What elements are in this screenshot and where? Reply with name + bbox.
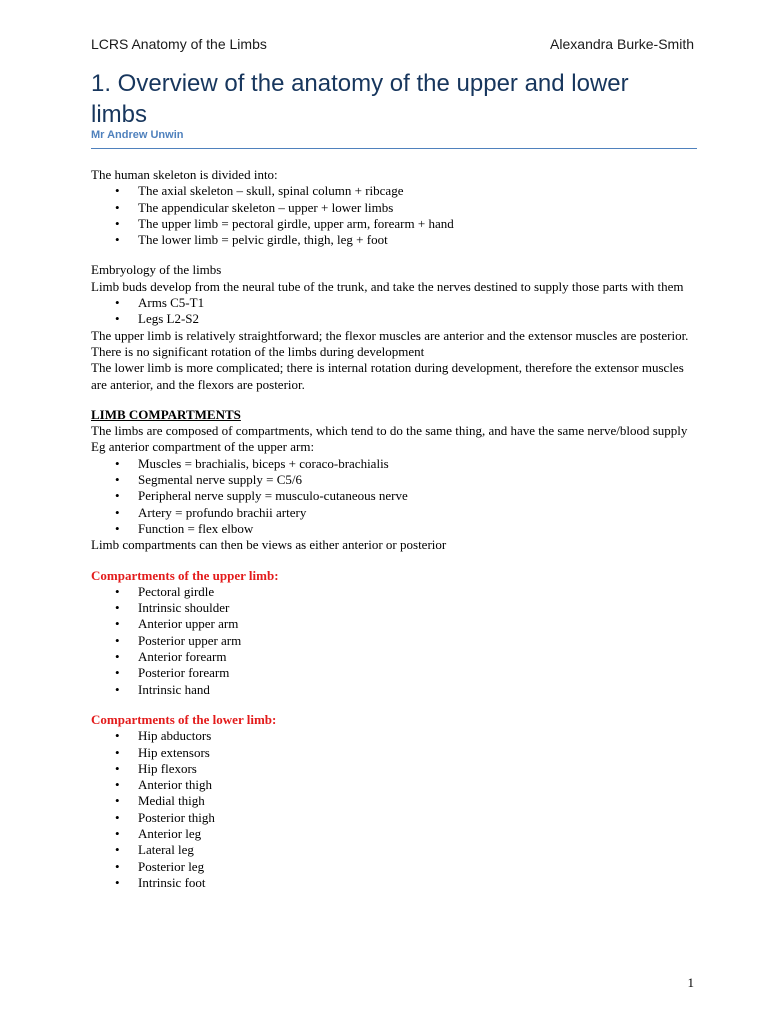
list-item: • Anterior upper arm	[91, 616, 701, 632]
list-item: • The lower limb = pelvic girdle, thigh, leg + foot	[91, 232, 701, 248]
list-item: • The axial skeleton – skull, spinal column + ribcage	[91, 183, 701, 199]
upper-limb-heading: Compartments of the upper limb:	[91, 567, 279, 583]
list-item: • Intrinsic hand	[91, 682, 701, 698]
upper-limb-development-text: The upper limb is relatively straightforward; the flexor muscles are anterior and the extensor muscles are posterior. There is no significant rotation of the limbs during development	[91, 327, 689, 359]
list-item: • Intrinsic foot	[91, 875, 701, 891]
header-author-name: Alexandra Burke-Smith	[550, 36, 694, 52]
list-item: • Segmental nerve supply = C5/6	[91, 472, 701, 488]
list-item: • The upper limb = pectoral girdle, upper arm, forearm + hand	[91, 216, 701, 232]
embryology-text: Limb buds develop from the neural tube of the trunk, and take the nerves destined to supply those parts with them	[91, 278, 684, 294]
header-course-title: LCRS Anatomy of the Limbs	[91, 36, 267, 52]
page-number: 1	[687, 975, 694, 990]
list-item: • Lateral leg	[91, 842, 701, 858]
list-item: • The appendicular skeleton – upper + lower limbs	[91, 200, 701, 216]
spacer	[91, 554, 701, 568]
list-item: • Posterior thigh	[91, 810, 701, 826]
spacer	[91, 248, 701, 262]
spacer	[91, 698, 701, 712]
list-item: • Function = flex elbow	[91, 521, 701, 537]
lecturer-name: Mr Andrew Unwin	[91, 129, 184, 141]
list-item: • Arms C5-T1	[91, 295, 701, 311]
list-item: • Posterior forearm	[91, 665, 701, 681]
skeleton-intro: The human skeleton is divided into:	[91, 167, 278, 182]
list-item: • Hip abductors	[91, 728, 701, 744]
list-item: • Posterior upper arm	[91, 633, 701, 649]
list-item: • Anterior thigh	[91, 777, 701, 793]
title-divider	[91, 148, 697, 149]
list-item: • Hip flexors	[91, 761, 701, 777]
list-item: • Muscles = brachialis, biceps + coraco-brachialis	[91, 456, 701, 472]
limb-compartments-heading: LIMB COMPARTMENTS	[91, 406, 241, 422]
embryology-list	[91, 295, 701, 328]
embryology-heading: Embryology of the limbs	[91, 262, 222, 278]
list-item: • Peripheral nerve supply = musculo-cutaneous nerve	[91, 488, 701, 504]
compartments-list	[91, 456, 701, 537]
list-item: • Artery = profundo brachii artery	[91, 505, 701, 521]
list-item: • Intrinsic shoulder	[91, 600, 701, 616]
list-item: • Posterior leg	[91, 859, 701, 875]
list-item: • Anterior leg	[91, 826, 701, 842]
upper-limb-list	[91, 584, 701, 698]
lower-limb-development-text: The lower limb is more complicated; there is internal rotation during development, therefore the extensor muscles are anterior, and the flexors are posterior.	[91, 360, 684, 392]
compartments-example: Eg anterior compartment of the upper arm:	[91, 439, 315, 455]
list-item: • Medial thigh	[91, 793, 701, 809]
spacer	[91, 393, 701, 407]
skeleton-list	[91, 183, 701, 248]
page-title: 1. Overview of the anatomy of the upper and lower limbs	[91, 70, 629, 128]
list-item: • Pectoral girdle	[91, 584, 701, 600]
document-body	[91, 167, 701, 891]
list-item: • Hip extensors	[91, 745, 701, 761]
list-item: • Anterior forearm	[91, 649, 701, 665]
list-item: • Legs L2-S2	[91, 311, 701, 327]
lower-limb-heading: Compartments of the lower limb:	[91, 711, 277, 727]
lower-limb-list	[91, 728, 701, 891]
compartments-closing: Limb compartments can then be views as either anterior or posterior	[91, 537, 447, 553]
compartments-text: The limbs are composed of compartments, which tend to do the same thing, and have the same nerve/blood supply	[91, 423, 688, 439]
